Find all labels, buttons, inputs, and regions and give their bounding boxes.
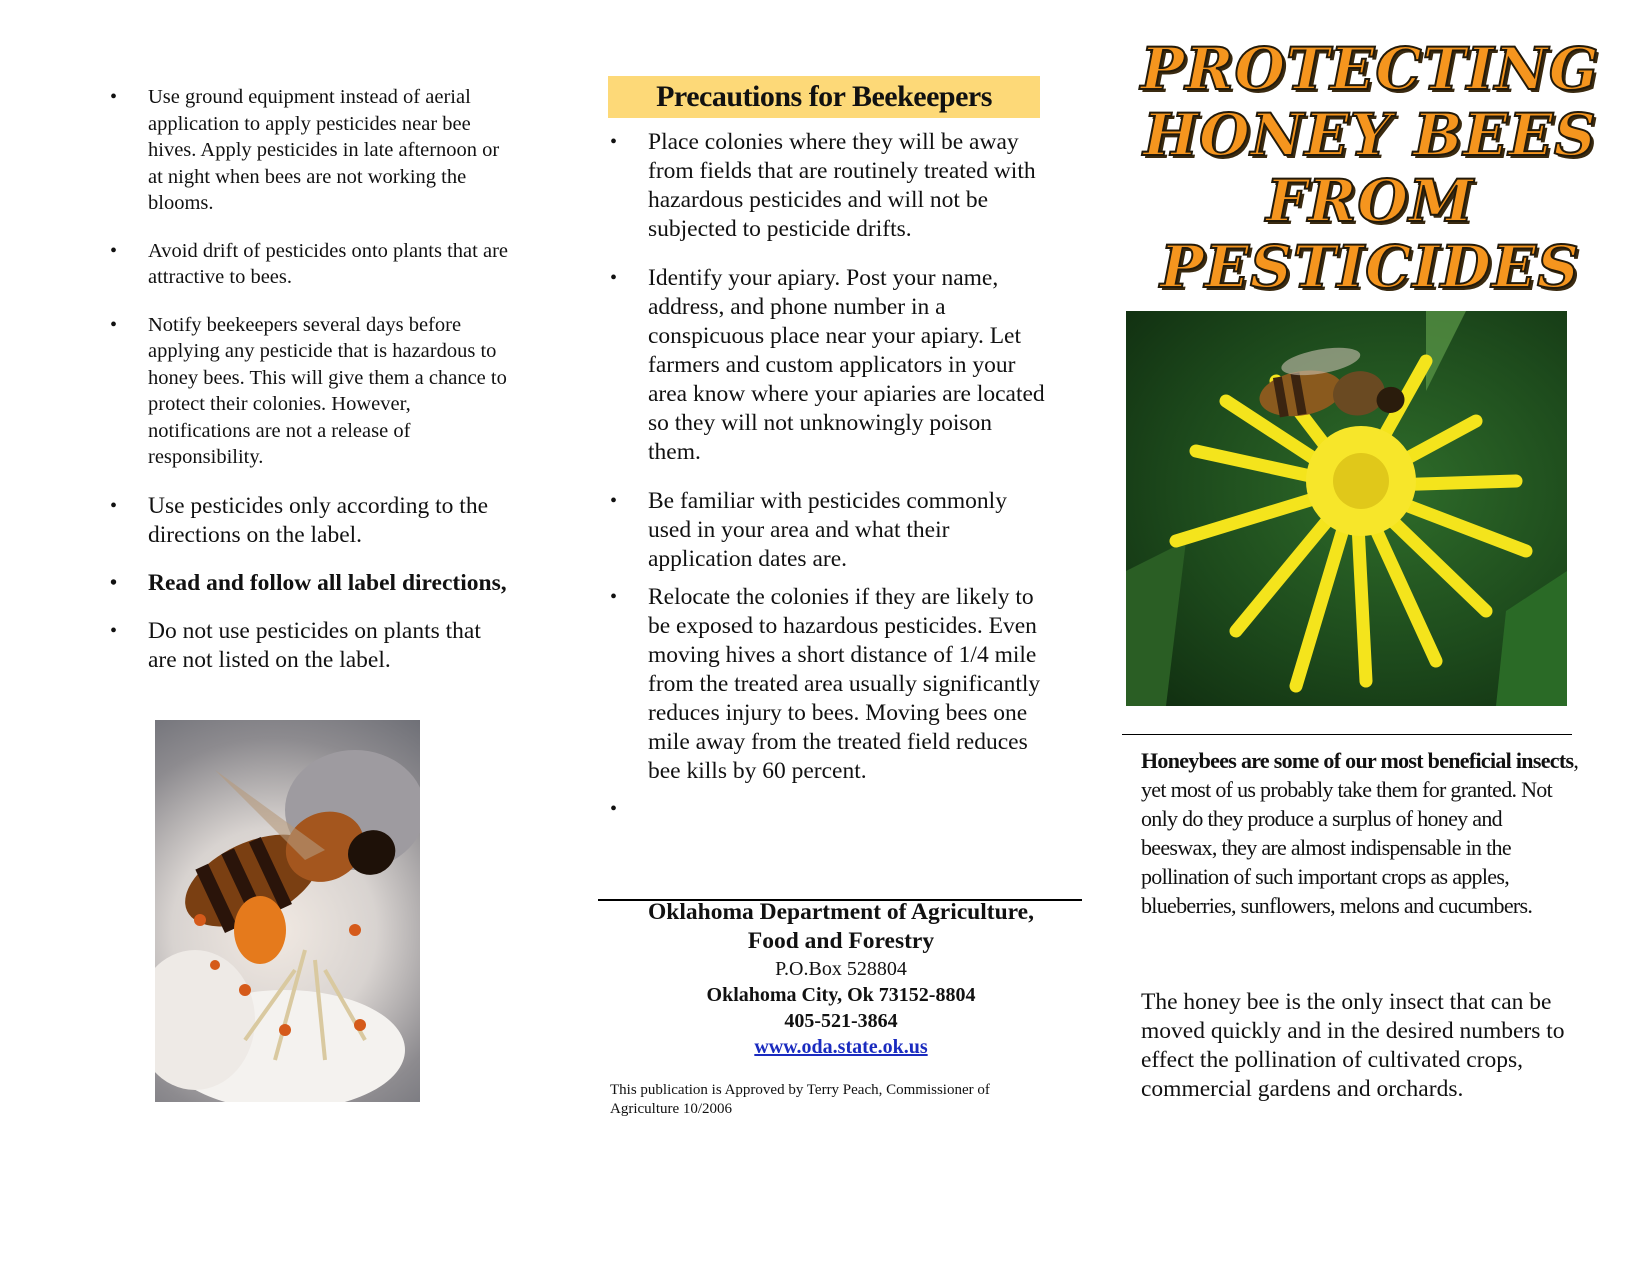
intro-paragraph [1141, 746, 1581, 920]
cover-title [1110, 36, 1630, 300]
title-line: FROM [1265, 167, 1475, 235]
title-line: HONEY BEES [1143, 101, 1597, 169]
list-item: • Do not use pesticides on plants that are not listed on the label. [110, 617, 510, 675]
list-item: • Read and follow all label directions, [110, 569, 510, 598]
intro-rest: , yet most of us probably take them for granted. Not only do they produce a surplus of honey and beeswax, they are almost indispensable in the pollination of such important crops as apples, blueberries, sunflowers, melons and cucumbers. [1141, 748, 1579, 918]
city-address: Oklahoma City, Ok 73152-8804 [706, 984, 976, 1006]
title-line: PROTECTING [1140, 35, 1600, 103]
phone-number: 405-521-3864 [784, 1010, 898, 1032]
list-item: • Place colonies where they will be away from fields that are routinely treated with hazardous pesticides and will not be subjected to pesticide drifts. [610, 128, 1050, 244]
intro-bold: Honeybees are some of our most beneficial insects [1141, 748, 1574, 773]
contact-block [598, 898, 1084, 1060]
list-item: • Be familiar with pesticides commonly used in your area and what their application dates are. [610, 487, 1050, 574]
list-item: • Identify your apiary. Post your name, address, and phone number in a conspicuous place near your apiary. Let farmers and custom applicators in your area know where your apiaries are located so they will not unknowingly poison them. [610, 264, 1050, 467]
divider [1122, 734, 1572, 735]
po-box: P.O.Box 528804 [775, 958, 907, 980]
bee-on-blossom-photo [155, 720, 420, 1102]
beekeeper-precautions [610, 128, 1050, 844]
pollination-paragraph: The honey bee is the only insect that can be moved quickly and in the desired numbers to effect the pollination of cultivated crops, commercial gardens and orchards. [1141, 989, 1565, 1102]
org-name-line1: Oklahoma Department of Agriculture, [648, 899, 1034, 925]
list-item: • Use ground equipment instead of aerial application to apply pesticides near bee hives. Apply pesticides in late afternoon or at night when bees are not working the blooms. [110, 84, 510, 217]
empty-list-item [610, 795, 1050, 824]
website-link[interactable]: www.oda.state.ok.us [754, 1036, 928, 1058]
list-item: • Avoid drift of pesticides onto plants that are attractive to bees. [110, 238, 510, 291]
list-item: • Use pesticides only according to the directions on the label. [110, 492, 510, 550]
bee-on-dandelion-photo [1126, 311, 1567, 706]
left-panel [110, 0, 510, 694]
list-item: • Notify beekeepers several days before applying any pesticide that is hazardous to honey bees. This will give them a chance to protect their colonies. However, notifications are not a release of responsibility. [110, 312, 510, 471]
title-line: PESTICIDES [1160, 233, 1580, 301]
list-item: • Relocate the colonies if they are likely to be exposed to hazardous pesticides. Even moving hives a short distance of 1/4 mile from the treated area usually significantly reduces injury to bees. Moving bees one mile away from the treated field reduces bee kills by 60 percent. [610, 583, 1050, 786]
org-name-line2: Food and Forestry [747, 928, 935, 954]
approval-note: This publication is Approved by Terry Peach, Commissioner of Agriculture 10/2006 [610, 1082, 990, 1117]
section-heading: Precautions for Beekeepers [608, 76, 1040, 118]
pesticide-applicator-tips [110, 84, 510, 675]
